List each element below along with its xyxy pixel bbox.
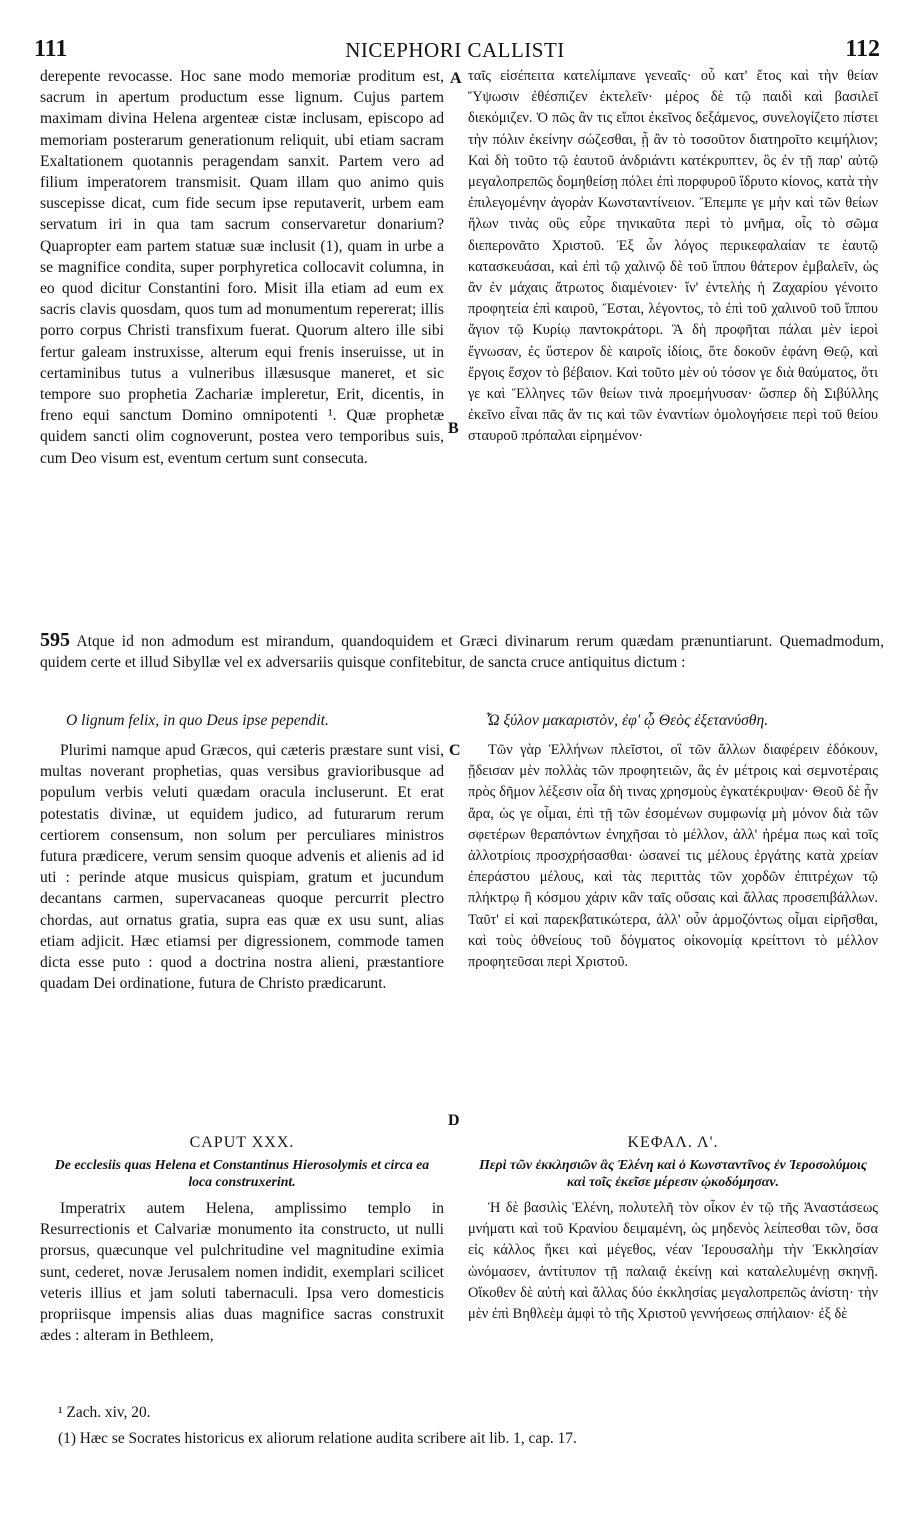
full-width-text: Atque id non admodum est mirandum, quandoquidem et Græci divinarum rerum quædam prænuntiarunt. Quemadmodum, quidem certe et illud Sibyllæ vel ex adversariis quisque confitebitur, de sancta cruce antiquitus dictum : (40, 633, 884, 672)
greek-column-d (468, 1198, 878, 1325)
greek-paragraph-c: Τῶν γὰρ Ἑλλήνων πλεῖστοι, οἳ τῶν ἄλλων διαφέρειν ἐδόκουν, ᾔδεισαν μὲν πολλὰς τῶν προφητειῶν, ἃς ἐν μέτροις καὶ σεμνοτέραις πρὸς δῆμον λέξεσιν οἷα δὴ τινας χρησμοὺς ἐγκατέκρυψαν· Θεοῦ δὲ ἦν ἄρα, ὡς γε οἶμαι, ἐπὶ τῇ τῶν ἐσομένων συμφωνίᾳ μὴ μόνον διὰ τῶν σφετέρων θεραπόντων ἐνηχῆσαι τὸ μέλλον, ἀλλ' ἠρέμα πως καὶ τοῖς ἀλλοτρίοις προσχρήσασθαι· ὡσανεί τις μέλους ἐργάτης κατὰ χρείαν ἐπεράστου μέλους, καὶ τὰς περιττὰς τῶν χορδῶν ἐπιτρέχων τῷ πλήκτρῳ ἢ κόσμου χάριν κἂν ταῖς οὔσαις καὶ ἄλλας προσεπιβάλλων. Ταῦτ' εἰ καὶ παρεκβατικώτερα, ἀλλ' οὖν ἁρμοζόντως οἶμαι εἰρῆσθαι, καὶ τοὺς ὀθνείους τοῦ δόγματος οἰκονομίᾳ κρείττονι τὸ μέλλον προφητεῦσαι περὶ Χριστοῦ. (468, 742, 878, 971)
full-width-paragraph (40, 630, 884, 673)
latin-column-d (40, 1198, 444, 1346)
column-number: 595 (40, 629, 70, 651)
margin-marker-c: C (449, 742, 461, 759)
page-number-right: 112 (845, 36, 880, 62)
page-number-left: 111 (34, 36, 68, 62)
latin-chapter-title: CAPUT XXX. (189, 1134, 295, 1151)
latin-paragraph-c: Plurimi namque apud Græcos, qui cæteris præstare sunt visi, multas noverant prophetias, quas versibus gravioribusque ad populum verbis veluti quædam oracula incluserunt. Et erat potestatis divinæ, ut equidem judico, ad futurarum rerum certiorem consensum, non solum per perculiares ministros futura prædicere, verum sensim quoque advenis et alienis ad id uti : perinde atque musicus quispiam, gratum et jucundum decantans carmen, supervacaneas quoque percurrit plectro chordas, aut ornatus gratia, supra eas quæ ex usu sunt, alias etiam adjicit. Hæc etiamsi per digressionem, commode tamen dicta esse puto : quod a doctrina nostra alieni, præstantiore quadam Dei ordinatione, futura de Christo prædicarunt. (40, 742, 444, 993)
margin-marker-a: A (450, 70, 462, 87)
greek-column-a (468, 66, 878, 448)
margin-marker-d: D (448, 1112, 460, 1129)
margin-marker-b: B (448, 420, 459, 437)
greek-column-c (468, 740, 878, 973)
latin-chapter-subtitle: De ecclesiis quas Helena et Constantinus Hierosolymis et circa ea loca construxerint. (54, 1157, 430, 1189)
greek-chapter-title: ΚΕΦΑΛ. Λ'. (627, 1134, 719, 1151)
greek-chapter-subtitle: Περὶ τῶν ἐκκλησιῶν ἃς Ἑλένη καὶ ὁ Κωνσταντῖνος ἐν Ἱεροσολύμοις καὶ τοῖς ἐκεῖσε μέρεσιν ᾠκοδόμησαν. (479, 1157, 867, 1189)
latin-paragraph-a: derepente revocasse. Hoc sane modo memoriæ proditum est, sacrum in apertum productum esse lignum. Cujus partem maximam divina Helena argenteæ cistæ inclusam, episcopo ad memoriam posterarum generationum reliquit, ubi etiam sacram Exaltationem quotannis peragendam sanxit. Partem vero ad filium imperatorem transmisit. Quam illam quo animo quis suscepisse dicat, cum fide secum ipse reputaverit, urbem eam servatum iri in qua tam sacrum conservaretur donarium? Quapropter eam partem statuæ suæ inclusit (1), quam in urbe a se magnifice condita, super porphyretica collocavit columna, in eo quod dicitur Constantini foro. Misit illa etiam ad eum ex sacris clavis quosdam, quos tum ad monumentum repererat; illis porro corpus Christi transfixum fuerat. Quorum altero ille sibi fertur galeam instruxisse, alterum equi frenis inseruisse, ut in certaminibus tutus a vulneribus illæsusque maneret, et sic tempore suo prophetia Zachariæ impleretur, Erit, dicentis, in freno equi sanctum Domino omnipotenti ¹. Quæ prophetæ quidem sancti olim cognoverunt, postea vero temporibus suis, cum Deo visum est, eventum certum sunt consecuta. (40, 68, 444, 467)
latin-verse: O lignum felix, in quo Deus ipse pependit. (66, 712, 329, 729)
footnote-2: (1) Hæc se Socrates historicus ex aliorum relatione audita scribere ait lib. 1, cap. 17. (58, 1430, 577, 1447)
greek-paragraph-d: Ἡ δὲ βασιλὶς Ἑλένη, πολυτελῆ τὸν οἶκον ἐν τῷ τῆς Ἀναστάσεως μνήματι καὶ τοῦ Κρανίου δειμαμένη, ὡς μηδενὸς λείπεσθαι τῶν, ὅσα εἰς κάλλος ἥκει καὶ μέγεθος, νέαν Ἱερουσαλὴμ τὴν Ἐκκλησίαν ὠνόμασεν, ἀντίτυπον τῇ παλαιᾷ ἐκείνῃ καὶ καταλελυμένῃ σκηνῇ. Οἴκοθεν δὲ αὐτὴ καὶ ἄλλας δύο ἐκκλησίας μεγαλοπρεπῶς ἀνίστη· τὴν μὲν ἐπὶ Βηθλεὲμ ἀμφὶ τὸ τῆς Χριστοῦ γεννήσεως σπήλαιον· ἐξ δὲ (468, 1200, 878, 1323)
latin-column-a (40, 66, 444, 469)
greek-verse: Ὦ ξύλον μακαριστὸν, ἐφ' ᾧ Θεὸς ἐξετανύσθη. (486, 712, 769, 729)
footnote-1: ¹ Zach. xiv, 20. (58, 1404, 151, 1421)
running-title: NICEPHORI CALLISTI (345, 38, 565, 62)
greek-paragraph-a: ταῖς εἰσέπειτα κατελίμπανε γενεαῖς· οὗ κατ' ἔτος καὶ τὴν θείαν Ὕψωσιν ἐθέσπιζεν ἐκτελεῖν· μέρος δὲ τῷ παιδὶ καὶ βασιλεῖ διεκόμιζεν. Ὁ πῶς ἂν τις εἴποι ἐκεῖνος δεξάμενος, συνελογίζετο πίστει τὴν πόλιν ἐκείνην σώζεσθαι, ᾗ ἂν τὸ τοσοῦτον διατηροῖτο κειμήλιον; Καὶ δὴ τοῦτο τῷ ἑαυτοῦ ἀνδριάντι κατέκρυπτεν, ὃς ἐν τῇ παρ' αὐτῷ μεγαλοπρεπῶς δομηθείσῃ πόλει ἐπὶ πορφυροῦ ἵδρυτο κίονος, κατὰ τὴν ἐπιλεγομένην ἀγορὰν Κωνσταντίνειον. Ἔπεμπε γε μὴν καὶ τῶν θείων ἥλων τινὰς οὓς εὗρε τηνικαῦτα περὶ τὸ μνῆμα, οἷς τὸ σῶμα διεπερονᾶτο Χριστοῦ. Ἐξ ὧν λόγος περικεφαλαίαν τε ἑαυτῷ κατασκευάσαι, καὶ ἐπὶ τῷ χαλινῷ δὲ τοῦ ἵππου θάτερον ἐμβαλεῖν, ὡς ἂν ἐν μάχαις ἄτρωτος διαμένοιεν· ἵν' ἐντελὴς ἡ Ζαχαρίου γένοιτο προφητεία ἐπὶ καιροῦ, Ἔσται, λέγοντος, τὸ ἐπὶ τοῦ χαλινοῦ τοῦ ἵππου ἅγιον τῷ Κυρίῳ παντοκράτορι. Ἃ δὴ προφῆται πάλαι μὲν ἱεροὶ ἔγνωσαν, ἐς ὕστερον δὲ καιροῖς ἰδίοις, ὅτε δοκοῦν ἐφάνη Θεῷ, καὶ ἔργοις ἔσχον τὸ βέβαιον. Καὶ τοῦτο μὲν οὐ τόσον γε διὰ θαύματος, ὅτι γε καὶ Ἕλληνες τῶν θείων τινὰ προεμήνυσαν· ὥσπερ δὴ Σιβύλλης ἐκεῖνο εἶναι πᾶς ἄν τις καὶ τῶν ἐναντίων ὁμολογήσειε περὶ τοῦ θείου σταυροῦ πρόπαλαι εἰρημένον· (468, 68, 878, 445)
latin-column-c (40, 740, 444, 994)
latin-paragraph-d: Imperatrix autem Helena, amplissimo templo in Resurrectionis et Calvariæ monumento ita constructo, ut nulli prorsus, quæcunque vel pulchritudine vel magnitudine eximia sunt, cederet, novæ Jerusalem nomen indidit, exemplari scilicet veteris illius et jam soluti tabernaculi. Ipsa vero domesticis propriisque impensis alias duas magnifice sacras construxit ædes : alteram in Bethleem, (40, 1200, 444, 1345)
running-header (30, 36, 880, 66)
